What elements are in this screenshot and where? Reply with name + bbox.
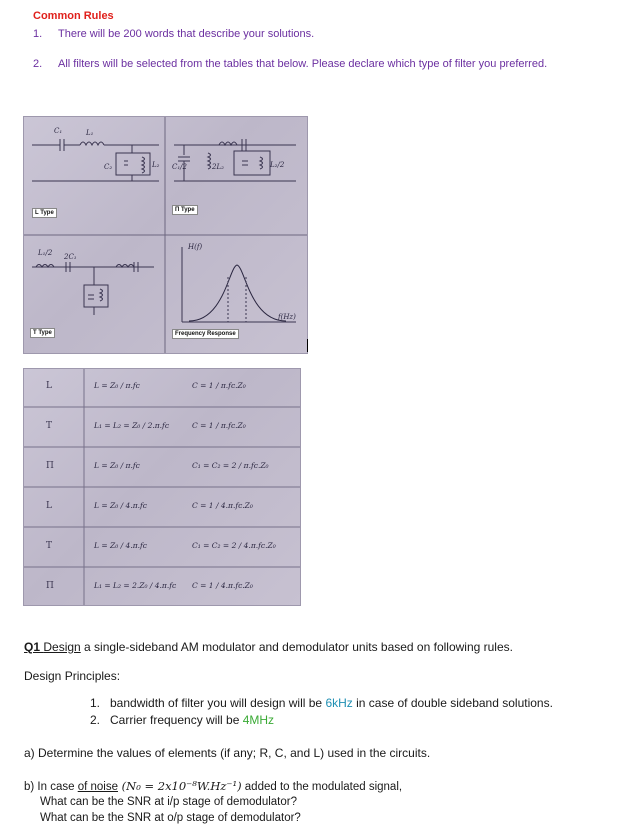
l-type-label: L Type <box>32 208 57 218</box>
part-b-line3: What can be the SNR at o/p stage of demodulator? <box>40 812 301 824</box>
rules-title: Common Rules <box>33 10 114 22</box>
design-word <box>40 640 81 654</box>
design-word-text: Design <box>43 640 81 654</box>
question-title <box>24 640 513 654</box>
h-axis-label: H(f) <box>188 243 203 251</box>
principle-text: Carrier frequency will be <box>110 713 243 727</box>
text-cursor <box>307 339 308 352</box>
carrier-frequency-value: 4MHz <box>242 713 275 727</box>
formula-left: L = Z₀ / 4.π.fᴄ <box>94 501 147 510</box>
filter-circuits-drawing <box>24 117 307 353</box>
formula-right: C = 1 / 4.π.fᴄ.Z₀ <box>192 501 253 510</box>
t-type-label: T Type <box>30 328 55 338</box>
formula-row-type: Π <box>46 461 54 471</box>
f-axis-label: f(Hz) <box>278 313 296 321</box>
label-2l2: 2L₂ <box>212 163 224 171</box>
part-b-line1 <box>24 779 402 793</box>
rule-item-2 <box>33 58 547 70</box>
principle-number: 1. <box>90 696 101 710</box>
noise-formula: (N₀ = 2x10⁻⁸W.Hz⁻¹) <box>117 779 242 793</box>
rule-text: All filters will be selected from the tables that below. Please declare which type of filter you preferred. <box>58 58 548 70</box>
noise-word: of noise <box>77 781 118 793</box>
label-c2: C₂ <box>104 163 113 171</box>
formula-row-type: L <box>46 501 52 511</box>
formula-right: C₁ = C₂ = 2 / 4.π.fᴄ.Z₀ <box>192 541 276 550</box>
principle-item-1 <box>90 696 553 710</box>
formula-right: C = 1 / π.fᴄ.Z₀ <box>192 381 246 390</box>
principle-text-post: in case of double sideband solutions. <box>352 696 553 710</box>
label-l2-half: L₂/2 <box>270 161 285 169</box>
formula-right: C₁ = C₂ = 2 / π.fᴄ.Z₀ <box>192 461 269 470</box>
label-l2: L₂ <box>152 161 160 169</box>
formula-left: L = Z₀ / π.fᴄ <box>94 381 140 390</box>
formula-row-type: L <box>46 381 52 391</box>
principle-number: 2. <box>90 713 101 727</box>
formula-row-type: T <box>46 541 53 551</box>
formula-row-type: T <box>46 421 53 431</box>
formula-left: L = Z₀ / 4.π.fᴄ <box>94 541 147 550</box>
rule-number: 1. <box>33 28 43 40</box>
part-b-prefix: b) In case <box>24 781 78 793</box>
principle-item-2 <box>90 713 274 727</box>
bandwidth-value: 6kHz <box>325 696 353 710</box>
rule-number: 2. <box>33 58 43 70</box>
filter-circuits-figure <box>23 116 308 354</box>
label-c1-half: C₁/2 <box>172 163 187 171</box>
formula-right: C = 1 / 4.π.fᴄ.Z₀ <box>192 581 253 590</box>
formula-right: C = 1 / π.fᴄ.Z₀ <box>192 421 246 430</box>
part-a: a) Determine the values of elements (if any; R, C, and L) used in the circuits. <box>24 746 431 760</box>
pi-type-label: Π Type <box>172 205 198 215</box>
part-b-line2: What can be the SNR at i/p stage of demodulator? <box>40 796 297 808</box>
question-title-rest: a single-sideband AM modulator and demodulator units based on following rules. <box>80 640 513 654</box>
formula-row-type: Π <box>46 581 54 591</box>
rule-item-1 <box>33 28 314 40</box>
filter-formula-table <box>23 368 301 606</box>
label-c1: C₁ <box>54 127 63 135</box>
label-l1: L₁ <box>86 129 94 137</box>
rule-text: There will be 200 words that describe your solutions. <box>58 28 315 40</box>
label-l1-half: L₁/2 <box>38 249 53 257</box>
frequency-response-label: Frequency Response <box>172 329 239 339</box>
formula-left: L₁ = L₂ = Z₀ / 2.π.fᴄ <box>94 421 170 430</box>
formula-left: L₁ = L₂ = 2.Z₀ / 4.π.fᴄ <box>94 581 177 590</box>
formula-left: L = Z₀ / π.fᴄ <box>94 461 140 470</box>
question-number: Q1 <box>24 640 41 654</box>
design-principles-heading: Design Principles: <box>24 669 121 683</box>
part-b-suffix: added to the modulated signal, <box>241 781 403 793</box>
principle-text: bandwidth of filter you will design will be <box>110 696 326 710</box>
formula-table-grid <box>24 369 300 605</box>
label-2c1: 2C₁ <box>64 253 77 261</box>
